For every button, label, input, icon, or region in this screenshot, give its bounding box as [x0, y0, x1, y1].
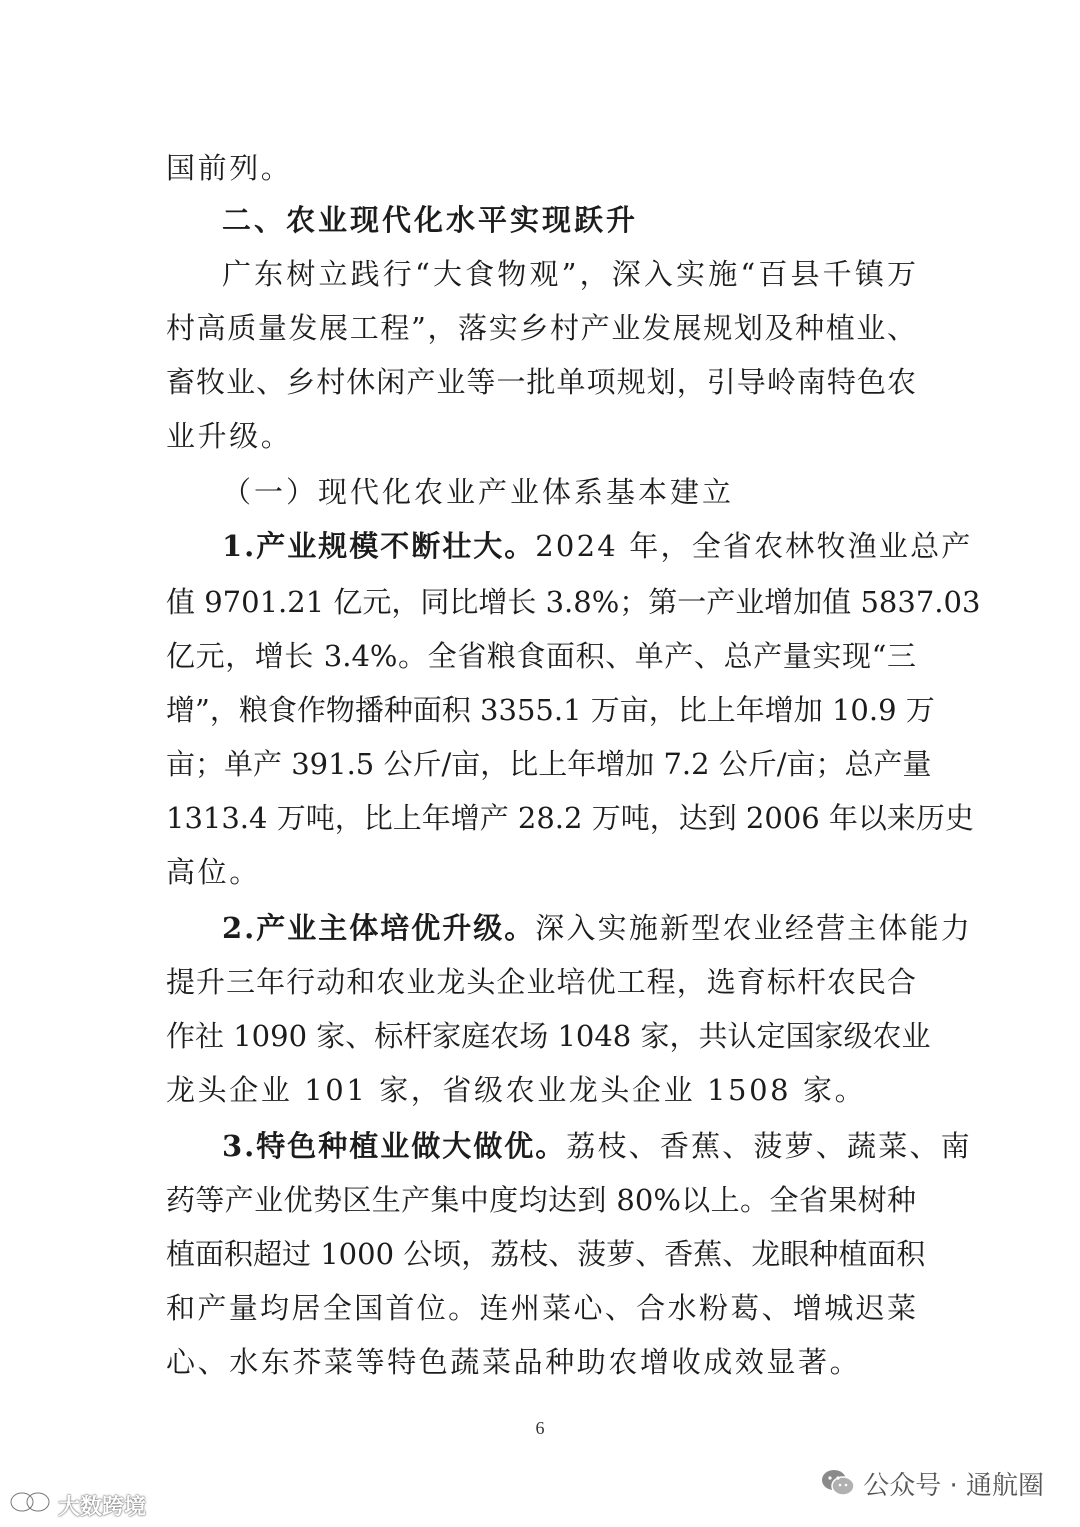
logo-icon: [8, 1489, 52, 1521]
subsection-heading: （一）现代化农业产业体系基本建立: [222, 475, 735, 509]
item-text: 荔枝、香蕉、菠萝、蔬菜、南: [566, 1129, 972, 1163]
page-number: 6: [535, 1418, 545, 1438]
paragraph-line: 亿元，增长 3.4%。全省粮食面积、单产、总产量实现“三: [166, 639, 916, 673]
paragraph-line: 增”，粮食作物播种面积 3355.1 万亩，比上年增加 10.9 万: [166, 693, 935, 727]
paragraph-line: 植面积超过 1000 公顷，荔枝、菠萝、香蕉、龙眼种植面积: [166, 1237, 926, 1271]
paragraph-line: [222, 528, 973, 564]
item-heading: 3.特色种植业做大做优。: [222, 1129, 567, 1163]
paragraph-line: 业升级。: [166, 419, 293, 453]
item-text: 2024 年，全省农林牧渔业总产: [535, 529, 973, 563]
paragraph-line: [222, 1128, 972, 1164]
paragraph-line: 畜牧业、乡村休闲产业等一批单项规划，引导岭南特色农: [166, 365, 916, 399]
paragraph-line: 和产量均居全国首位。连州菜心、合水粉葛、增城迟菜: [166, 1291, 916, 1325]
wechat-icon: [821, 1468, 855, 1498]
wechat-watermark: [821, 1463, 1044, 1503]
paragraph-line: 药等产业优势区生产集中度均达到 80%以上。全省果树种: [166, 1183, 916, 1217]
paragraph-line: 亩；单产 391.5 公斤/亩，比上年增加 7.2 公斤/亩；总产量: [166, 747, 932, 781]
watermark-text: 公众号 · 通航圈: [863, 1470, 1044, 1501]
item-heading: 1.产业规模不断壮大。: [222, 529, 536, 563]
paragraph-line: 1313.4 万吨，比上年增产 28.2 万吨，达到 2006 年以来历史: [166, 801, 974, 835]
paragraph-line: 作社 1090 家、标杆家庭农场 1048 家，共认定国家级农业: [166, 1019, 931, 1053]
paragraph-line: 值 9701.21 亿元，同比增长 3.8%；第一产业增加值 5837.03: [166, 585, 981, 619]
paragraph-line: 提升三年行动和农业龙头企业培优工程，选育标杆农民合: [166, 965, 916, 999]
paragraph-line: 高位。: [166, 855, 261, 889]
paragraph-line: [222, 910, 973, 946]
item-heading: 2.产业主体培优升级。: [222, 911, 536, 945]
paragraph-line: 心、水东芥菜等特色蔬菜品种助农增收成效显著。: [166, 1345, 862, 1379]
section-heading: 二、农业现代化水平实现跃升: [222, 203, 639, 237]
source-watermark: [8, 1488, 146, 1522]
paragraph-line: 龙头企业 101 家，省级农业龙头企业 1508 家。: [166, 1073, 867, 1107]
watermark-text: 大数跨境: [58, 1494, 147, 1520]
paragraph-line: 村高质量发展工程”，落实乡村产业发展规划及种植业、: [166, 311, 916, 345]
paragraph-line: 国前列。: [166, 151, 293, 185]
paragraph-line: 广东树立践行“大食物观”，深入实施“百县千镇万: [222, 257, 916, 291]
item-text: 深入实施新型农业经营主体能力: [535, 911, 973, 945]
